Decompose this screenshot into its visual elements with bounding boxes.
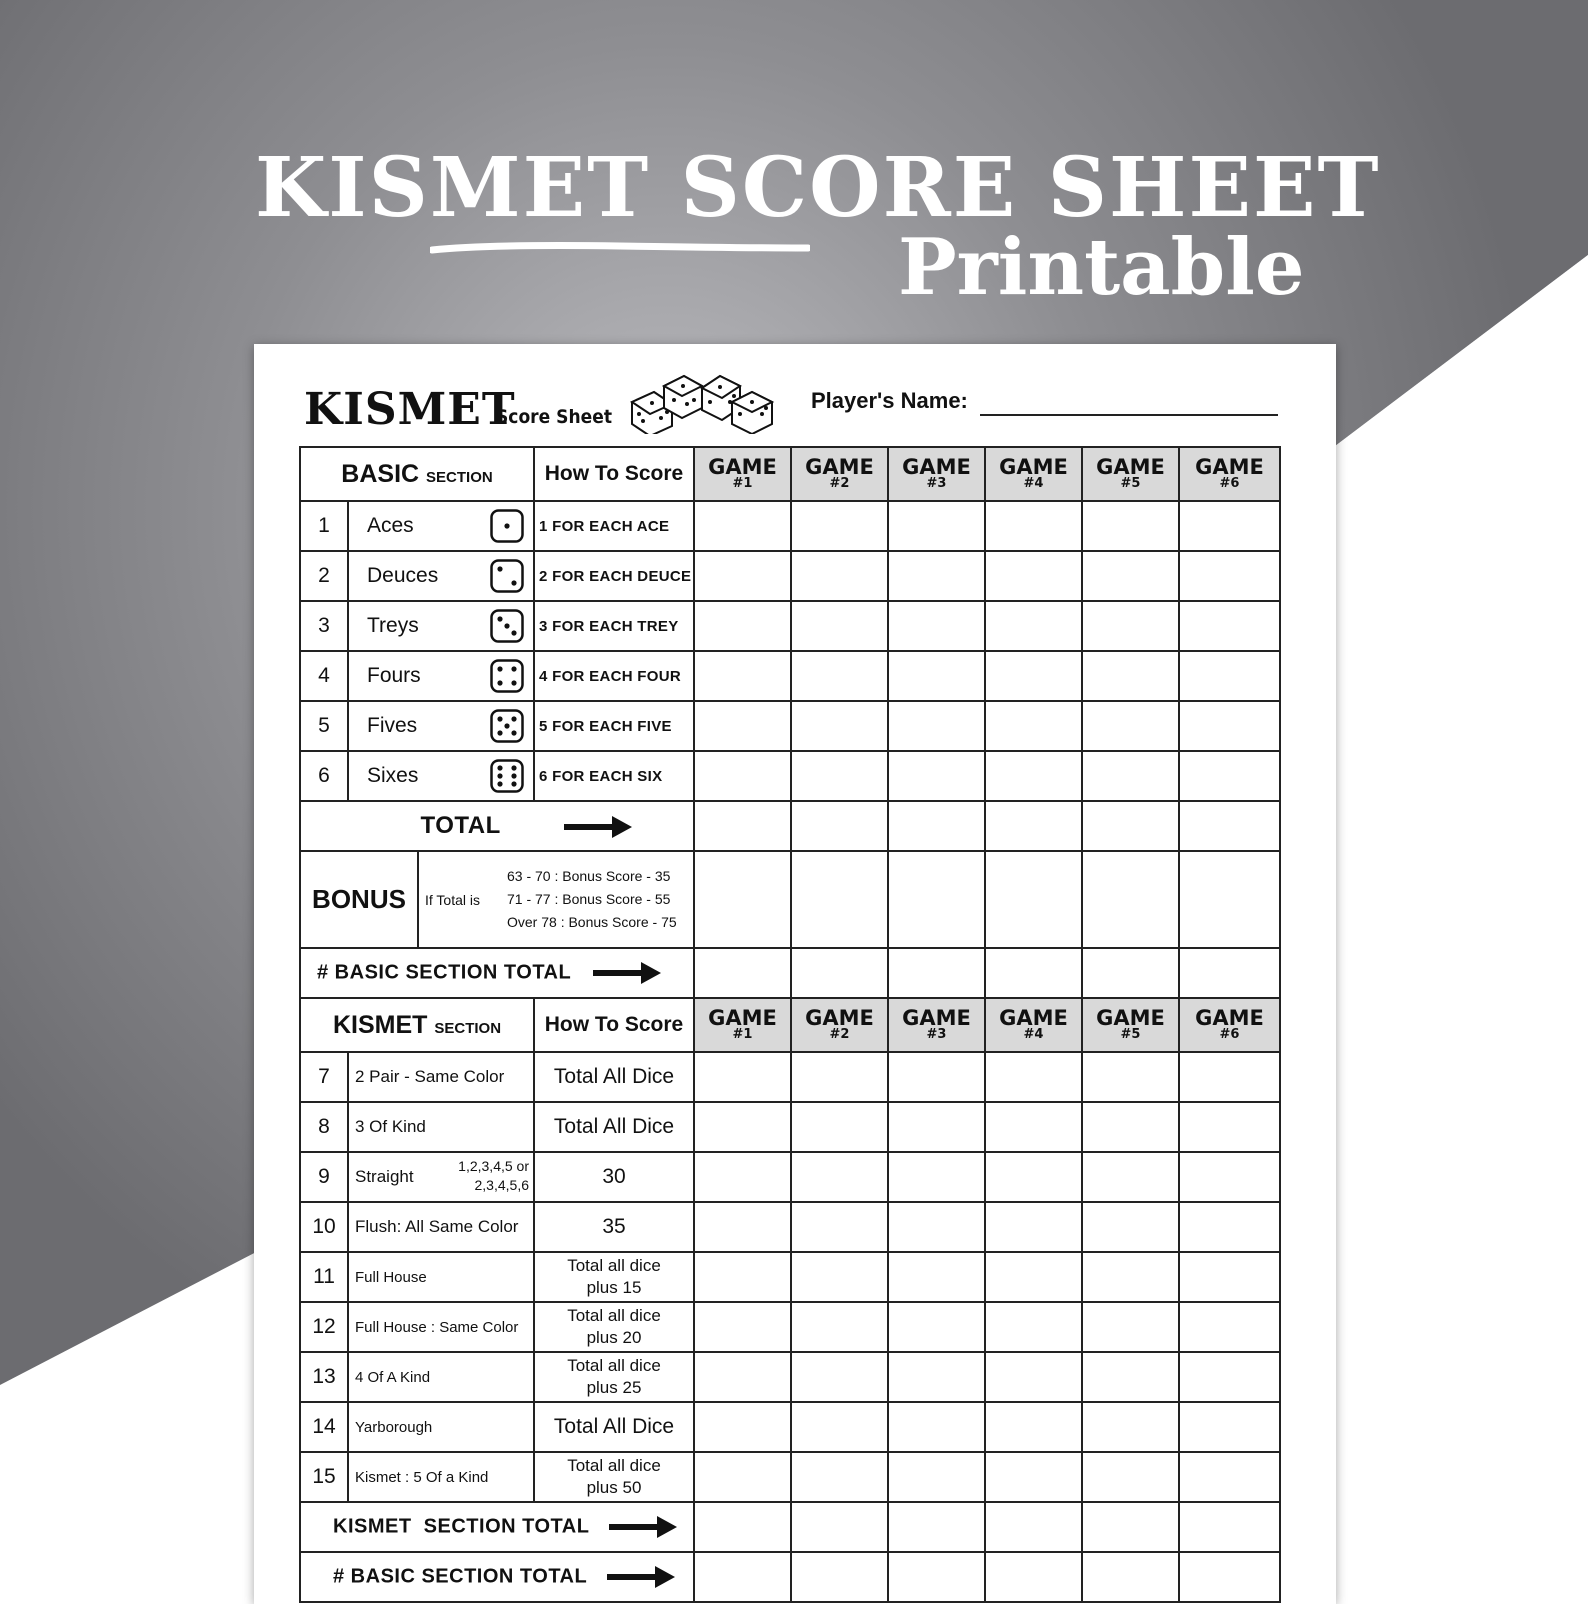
kismet-row <box>300 1452 1280 1502</box>
score-cell[interactable] <box>791 601 888 651</box>
score-cell[interactable] <box>694 1452 791 1502</box>
kismet-section-total-text: KISMET SECTION TOTAL <box>333 1515 590 1538</box>
score-line: plus 25 <box>586 1378 642 1397</box>
row-score-rule: Total All Dice <box>534 1102 694 1152</box>
score-cell[interactable] <box>888 751 985 801</box>
score-cell[interactable] <box>1082 701 1179 751</box>
game-word: GAME <box>1096 455 1165 479</box>
score-cell[interactable] <box>694 551 791 601</box>
score-cell[interactable] <box>1082 1102 1179 1152</box>
score-cell[interactable] <box>1179 1502 1280 1552</box>
score-cell[interactable] <box>694 1552 791 1602</box>
score-cell[interactable] <box>985 651 1082 701</box>
score-cell[interactable] <box>1179 1102 1280 1152</box>
row-label <box>348 701 534 751</box>
basic-row <box>300 701 1280 751</box>
score-cell[interactable] <box>888 1052 985 1102</box>
score-cell[interactable] <box>888 1202 985 1252</box>
score-cell[interactable] <box>888 801 985 851</box>
score-line: plus 15 <box>586 1278 642 1297</box>
score-cell[interactable] <box>888 651 985 701</box>
score-cell[interactable] <box>791 1202 888 1252</box>
score-cell[interactable] <box>1082 1502 1179 1552</box>
score-cell[interactable] <box>888 1152 985 1202</box>
score-cell[interactable] <box>1082 1202 1179 1252</box>
die-5-icon <box>490 709 524 743</box>
score-cell[interactable] <box>1179 751 1280 801</box>
score-cell[interactable] <box>694 701 791 751</box>
game-word: GAME <box>1096 1006 1165 1030</box>
straight-note <box>458 1157 529 1195</box>
row-label: Flush: All Same Color <box>348 1202 534 1252</box>
row-label: Full House : Same Color <box>348 1302 534 1352</box>
row-label: 4 Of A Kind <box>348 1352 534 1402</box>
game-number: #5 <box>1120 1027 1141 1042</box>
kismet-row <box>300 1252 1280 1302</box>
arrow-right-icon <box>607 1514 679 1540</box>
score-cell[interactable] <box>1179 701 1280 751</box>
score-cell[interactable] <box>791 751 888 801</box>
basic-game-4-header <box>985 447 1082 501</box>
score-cell[interactable] <box>985 1352 1082 1402</box>
score-cell[interactable] <box>1082 1052 1179 1102</box>
row-score-rule <box>534 1252 694 1302</box>
score-cell[interactable] <box>791 551 888 601</box>
row-rule: 1 FOR EACH ACE <box>534 501 694 551</box>
score-cell[interactable] <box>1082 851 1179 948</box>
bonus-lines <box>507 865 677 934</box>
score-cell[interactable] <box>694 1302 791 1352</box>
row-label-text: Straight <box>355 1167 414 1186</box>
score-cell[interactable] <box>694 851 791 948</box>
score-cell[interactable] <box>985 1152 1082 1202</box>
score-cell[interactable] <box>985 701 1082 751</box>
score-cell[interactable] <box>694 1202 791 1252</box>
headline-title: KISMET SCORE SHEET <box>255 140 1381 236</box>
score-cell[interactable] <box>791 701 888 751</box>
row-label <box>348 551 534 601</box>
row-number: 5 <box>300 701 348 751</box>
arrow-right-icon <box>605 1564 677 1590</box>
row-number: 15 <box>300 1452 348 1502</box>
score-cell[interactable] <box>1179 1452 1280 1502</box>
basic-game-6-header <box>1179 447 1280 501</box>
arrow-right-icon <box>591 960 663 986</box>
score-cell[interactable] <box>1082 1552 1179 1602</box>
game-word: GAME <box>708 455 777 479</box>
score-cell[interactable] <box>1179 851 1280 948</box>
score-cell[interactable] <box>985 551 1082 601</box>
row-score-rule: 30 <box>534 1152 694 1202</box>
kismet-title-text: KISMET <box>332 1010 428 1039</box>
player-name-field[interactable] <box>980 414 1278 416</box>
game-word: GAME <box>902 1006 971 1030</box>
kismet-game-6-header <box>1179 998 1280 1052</box>
score-line: Total all dice <box>567 1456 661 1475</box>
bonus-line: 63 - 70 : Bonus Score - 35 <box>507 868 671 884</box>
kismet-row <box>300 1202 1280 1252</box>
kismet-row <box>300 1352 1280 1402</box>
row-label <box>348 601 534 651</box>
kismet-game-3-header <box>888 998 985 1052</box>
game-word: GAME <box>1195 1006 1264 1030</box>
score-cell[interactable] <box>694 1352 791 1402</box>
basic-total-row <box>300 801 1280 851</box>
score-cell[interactable] <box>985 1252 1082 1302</box>
basic-row <box>300 551 1280 601</box>
score-cell[interactable] <box>791 1502 888 1552</box>
kismet-game-4-header <box>985 998 1082 1052</box>
score-cell[interactable] <box>888 501 985 551</box>
headline-swash <box>430 242 810 256</box>
row-score-rule <box>534 1452 694 1502</box>
score-cell[interactable] <box>1179 551 1280 601</box>
die-2-icon <box>490 559 524 593</box>
score-cell[interactable] <box>1179 1352 1280 1402</box>
row-score-rule <box>534 1302 694 1352</box>
basic-game-2-header <box>791 447 888 501</box>
score-cell[interactable] <box>791 851 888 948</box>
score-cell[interactable] <box>888 701 985 751</box>
kismet-game-2-header <box>791 998 888 1052</box>
score-cell[interactable] <box>985 1452 1082 1502</box>
bonus-rule-cell <box>300 851 694 948</box>
row-number: 10 <box>300 1202 348 1252</box>
player-name-label: Player's Name: <box>811 388 968 413</box>
row-number: 8 <box>300 1102 348 1152</box>
score-cell[interactable] <box>1179 1252 1280 1302</box>
basic-section-total-row <box>300 948 1280 998</box>
score-cell[interactable] <box>888 1102 985 1152</box>
score-cell[interactable] <box>791 1252 888 1302</box>
game-number: #5 <box>1120 476 1141 491</box>
sheet-header <box>304 384 1284 444</box>
score-cell[interactable] <box>1082 751 1179 801</box>
score-cell[interactable] <box>1082 1252 1179 1302</box>
basic-header-row <box>300 447 1280 501</box>
score-cell[interactable] <box>791 651 888 701</box>
score-cell[interactable] <box>694 1252 791 1302</box>
row-number: 4 <box>300 651 348 701</box>
basic-how-to-header: How To Score <box>534 447 694 501</box>
game-word: GAME <box>805 455 874 479</box>
basic-game-5-header <box>1082 447 1179 501</box>
score-cell[interactable] <box>888 1502 985 1552</box>
sheet-brand-sub: Score Sheet <box>496 406 613 428</box>
score-cell[interactable] <box>1179 651 1280 701</box>
score-cell[interactable] <box>985 1052 1082 1102</box>
score-sheet <box>254 344 1336 1604</box>
score-cell[interactable] <box>888 1452 985 1502</box>
game-word: GAME <box>999 1006 1068 1030</box>
die-1-icon <box>490 509 524 543</box>
row-label-text: Aces <box>367 514 414 537</box>
game-number: #4 <box>1023 476 1044 491</box>
basic-row <box>300 501 1280 551</box>
row-number: 3 <box>300 601 348 651</box>
score-cell[interactable] <box>791 1352 888 1402</box>
row-label <box>348 751 534 801</box>
row-rule: 4 FOR EACH FOUR <box>534 651 694 701</box>
row-label <box>348 1152 534 1202</box>
game-number: #6 <box>1219 1027 1240 1042</box>
row-label <box>348 651 534 701</box>
score-cell[interactable] <box>1082 948 1179 998</box>
score-cell[interactable] <box>1082 1402 1179 1452</box>
row-score-rule: Total All Dice <box>534 1402 694 1452</box>
arrow-right-icon <box>562 814 634 840</box>
die-4-icon <box>490 659 524 693</box>
score-cell[interactable] <box>1082 551 1179 601</box>
score-cell[interactable] <box>985 751 1082 801</box>
headline-subtitle: Printable <box>898 222 1305 313</box>
score-cell[interactable] <box>1082 601 1179 651</box>
row-number: 11 <box>300 1252 348 1302</box>
row-label-text: Sixes <box>367 764 419 787</box>
basic-game-1-header <box>694 447 791 501</box>
score-cell[interactable] <box>1179 948 1280 998</box>
score-cell[interactable] <box>791 1552 888 1602</box>
score-cell[interactable] <box>694 1502 791 1552</box>
row-score-rule <box>534 1352 694 1402</box>
row-rule: 6 FOR EACH SIX <box>534 751 694 801</box>
score-cell[interactable] <box>694 751 791 801</box>
score-cell[interactable] <box>888 1252 985 1302</box>
kismet-game-1-header <box>694 998 791 1052</box>
row-number: 14 <box>300 1402 348 1452</box>
score-cell[interactable] <box>791 501 888 551</box>
score-cell[interactable] <box>1082 1302 1179 1352</box>
final-basic-total-row <box>300 1552 1280 1602</box>
game-number: #3 <box>926 1027 947 1042</box>
row-label <box>348 501 534 551</box>
game-word: GAME <box>1195 455 1264 479</box>
score-cell[interactable] <box>1179 1302 1280 1352</box>
score-cell[interactable] <box>985 801 1082 851</box>
score-cell[interactable] <box>1179 1152 1280 1202</box>
score-cell[interactable] <box>791 1452 888 1502</box>
score-cell[interactable] <box>985 1402 1082 1452</box>
die-6-icon <box>490 759 524 793</box>
score-cell[interactable] <box>985 1102 1082 1152</box>
score-cell[interactable] <box>694 801 791 851</box>
kismet-row <box>300 1302 1280 1352</box>
score-cell[interactable] <box>888 551 985 601</box>
row-label: Full House <box>348 1252 534 1302</box>
kismet-section-total-row <box>300 1502 1280 1552</box>
bonus-label: BONUS <box>301 852 419 947</box>
kismet-game-5-header <box>1082 998 1179 1052</box>
bonus-if-text: If Total is <box>425 891 480 908</box>
kismet-row <box>300 1102 1280 1152</box>
kismet-how-to-header: How To Score <box>534 998 694 1052</box>
kismet-header-row <box>300 998 1280 1052</box>
score-cell[interactable] <box>985 948 1082 998</box>
row-number: 1 <box>300 501 348 551</box>
kismet-section-total-label <box>300 1502 694 1552</box>
bonus-line: 71 - 77 : Bonus Score - 55 <box>507 891 671 907</box>
kismet-row <box>300 1052 1280 1102</box>
score-cell[interactable] <box>888 1302 985 1352</box>
basic-row <box>300 601 1280 651</box>
row-number: 6 <box>300 751 348 801</box>
sheet-brand: KISMET <box>304 384 516 435</box>
row-number: 9 <box>300 1152 348 1202</box>
score-cell[interactable] <box>791 948 888 998</box>
kismet-section-title <box>300 998 534 1052</box>
row-number: 13 <box>300 1352 348 1402</box>
total-text: TOTAL <box>420 812 501 839</box>
score-cell[interactable] <box>985 1502 1082 1552</box>
game-number: #6 <box>1219 476 1240 491</box>
basic-section-total-text: # BASIC SECTION TOTAL <box>317 961 571 984</box>
dice-icon <box>624 374 779 434</box>
game-number: #3 <box>926 476 947 491</box>
score-cell[interactable] <box>985 501 1082 551</box>
score-cell[interactable] <box>1179 1202 1280 1252</box>
score-table <box>299 446 1281 1603</box>
row-number: 7 <box>300 1052 348 1102</box>
row-label-text: Fives <box>367 714 418 737</box>
basic-total-label <box>300 801 694 851</box>
score-cell[interactable] <box>694 1102 791 1152</box>
score-line: Total all dice <box>567 1356 661 1375</box>
score-cell[interactable] <box>888 1402 985 1452</box>
score-cell[interactable] <box>694 651 791 701</box>
score-cell[interactable] <box>791 1152 888 1202</box>
game-word: GAME <box>708 1006 777 1030</box>
game-number: #2 <box>829 1027 850 1042</box>
game-word: GAME <box>902 455 971 479</box>
note-line: 1,2,3,4,5 or <box>458 1158 529 1174</box>
bonus-conditions <box>419 852 693 947</box>
score-cell[interactable] <box>791 1052 888 1102</box>
score-cell[interactable] <box>985 1202 1082 1252</box>
game-number: #2 <box>829 476 850 491</box>
score-cell[interactable] <box>1179 801 1280 851</box>
row-rule: 2 FOR EACH DEUCE <box>534 551 694 601</box>
score-cell[interactable] <box>888 601 985 651</box>
score-cell[interactable] <box>791 1102 888 1152</box>
score-cell[interactable] <box>1082 651 1179 701</box>
score-cell[interactable] <box>985 1302 1082 1352</box>
game-number: #1 <box>732 476 753 491</box>
basic-game-3-header <box>888 447 985 501</box>
row-label-text: Deuces <box>367 564 439 587</box>
row-label: Kismet : 5 Of a Kind <box>348 1452 534 1502</box>
score-cell[interactable] <box>985 1552 1082 1602</box>
score-cell[interactable] <box>694 501 791 551</box>
row-rule: 5 FOR EACH FIVE <box>534 701 694 751</box>
score-cell[interactable] <box>1082 1352 1179 1402</box>
bonus-line: Over 78 : Bonus Score - 75 <box>507 914 677 930</box>
score-cell[interactable] <box>985 851 1082 948</box>
row-rule: 3 FOR EACH TREY <box>534 601 694 651</box>
kismet-row <box>300 1402 1280 1452</box>
basic-title-text: BASIC <box>341 459 420 488</box>
game-word: GAME <box>999 455 1068 479</box>
score-cell[interactable] <box>1082 801 1179 851</box>
kismet-row <box>300 1152 1280 1202</box>
die-3-icon <box>490 609 524 643</box>
row-label: 2 Pair - Same Color <box>348 1052 534 1102</box>
row-label-text: Treys <box>367 614 419 637</box>
row-score-rule: 35 <box>534 1202 694 1252</box>
kismet-section-word: SECTION <box>434 1019 502 1037</box>
score-cell[interactable] <box>694 1152 791 1202</box>
score-cell[interactable] <box>1082 1452 1179 1502</box>
basic-row <box>300 651 1280 701</box>
game-number: #4 <box>1023 1027 1044 1042</box>
score-cell[interactable] <box>1179 501 1280 551</box>
final-basic-total-text: # BASIC SECTION TOTAL <box>333 1565 587 1588</box>
basic-section-total-label <box>300 948 694 998</box>
row-number: 12 <box>300 1302 348 1352</box>
final-basic-total-label <box>300 1552 694 1602</box>
score-cell[interactable] <box>694 948 791 998</box>
score-cell[interactable] <box>1179 1552 1280 1602</box>
basic-row <box>300 751 1280 801</box>
score-cell[interactable] <box>1179 1402 1280 1452</box>
score-cell[interactable] <box>791 801 888 851</box>
row-label: Yarborough <box>348 1402 534 1452</box>
score-cell[interactable] <box>694 1052 791 1102</box>
score-line: plus 50 <box>586 1478 642 1497</box>
row-number: 2 <box>300 551 348 601</box>
score-cell[interactable] <box>694 1402 791 1452</box>
score-cell[interactable] <box>791 1302 888 1352</box>
bonus-row <box>300 851 1280 948</box>
score-cell[interactable] <box>791 1402 888 1452</box>
score-line: Total all dice <box>567 1306 661 1325</box>
score-cell[interactable] <box>1179 601 1280 651</box>
basic-section-word: SECTION <box>426 468 493 486</box>
note-line: 2,3,4,5,6 <box>474 1177 529 1193</box>
score-cell[interactable] <box>888 1352 985 1402</box>
row-label: 3 Of Kind <box>348 1102 534 1152</box>
score-line: plus 20 <box>586 1328 642 1347</box>
score-cell[interactable] <box>694 601 791 651</box>
row-score-rule: Total All Dice <box>534 1052 694 1102</box>
game-number: #1 <box>732 1027 753 1042</box>
row-label-text: Fours <box>367 664 421 687</box>
basic-section-title <box>300 447 534 501</box>
score-cell[interactable] <box>1179 1052 1280 1102</box>
game-word: GAME <box>805 1006 874 1030</box>
score-cell[interactable] <box>888 948 985 998</box>
score-cell[interactable] <box>1082 501 1179 551</box>
score-cell[interactable] <box>985 601 1082 651</box>
score-cell[interactable] <box>888 1552 985 1602</box>
score-cell[interactable] <box>888 851 985 948</box>
score-cell[interactable] <box>1082 1152 1179 1202</box>
score-line: Total all dice <box>567 1256 661 1275</box>
